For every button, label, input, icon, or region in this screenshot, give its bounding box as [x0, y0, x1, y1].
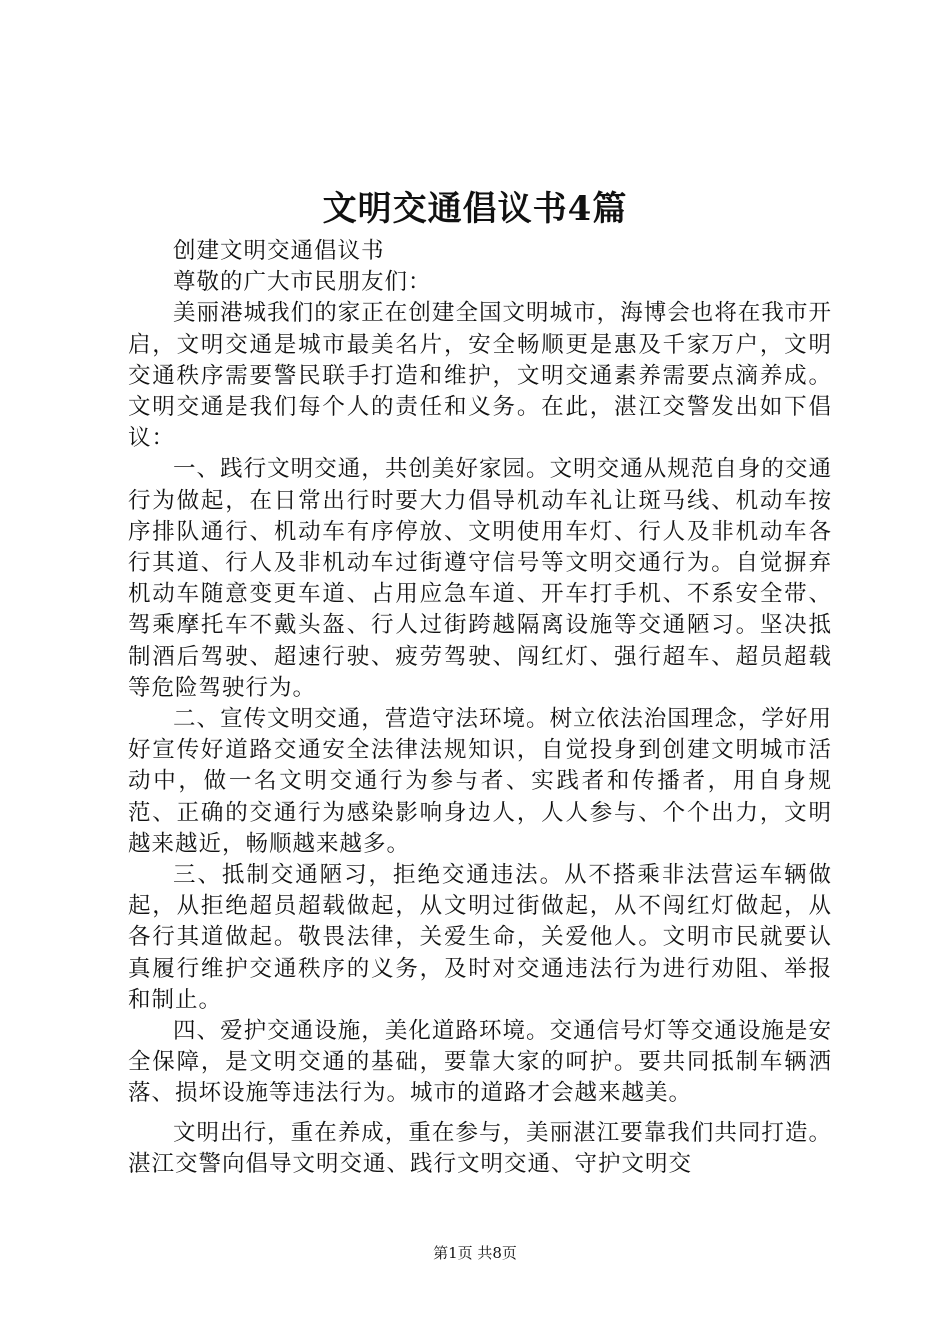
page-footer: 第1页 共8页 — [433, 1244, 517, 1262]
paragraph-subtitle: 创建文明交通倡议书 — [173, 238, 385, 264]
paragraph-point-3: 三、抵制交通陋习，拒绝交通违法。从不搭乘非法营运车辆做起，从拒绝超员超载做起，从文明过街做起，从不闯红灯做起，从各行其道做起。敬畏法律，关爱生命，关爱他人。文明市民就要认真履行维护交通秩序的义务，及时对交通违法行为进行劝阻、举报和制止。 — [128, 862, 832, 1013]
document-title: 文明交通倡议书4篇 — [322, 189, 628, 229]
paragraph-closing: 文明出行，重在养成，重在参与，美丽湛江要靠我们共同打造。湛江交警向倡导文明交通、践行文明交通、守护文明交 — [128, 1119, 832, 1177]
document-body — [128, 236, 832, 1180]
paragraph-point-1: 一、践行文明交通，共创美好家园。文明交通从规范自身的交通行为做起，在日常出行时要大力倡导机动车礼让斑马线、机动车按序排队通行、机动车有序停放、文明使用车灯、行人及非机动车各行其道、行人及非机动车过街遵守信号等文明交通行为。自觉摒弃机动车随意变更车道、占用应急车道、开车打手机、不系安全带、驾乘摩托车不戴头盔、行人过街跨越隔离设施等交通陋习。坚决抵制酒后驾驶、超速行驶、疲劳驾驶、闯红灯、强行超车、超员超载等危险驾驶行为。 — [128, 456, 832, 701]
paragraph-point-2: 二、宣传文明交通，营造守法环境。树立依法治国理念，学好用好宣传好道路交通安全法律法规知识，自觉投身到创建文明城市活动中，做一名文明交通行为参与者、实践者和传播者，用自身规范、正确的交通行为感染影响身边人，人人参与、个个出力，文明越来越近，畅顺越来越多。 — [128, 706, 832, 857]
paragraph-salutation: 尊敬的广大市民朋友们： — [173, 269, 432, 296]
paragraph-intro: 美丽港城我们的家正在创建全国文明城市，海博会也将在我市开启，文明交通是城市最美名片，安全畅顺更是惠及千家万户，文明交通秩序需要警民联手打造和维护，文明交通素养需要点滴养成。文明交通是我们每个人的责任和义务。在此，湛江交警发出如下倡议： — [128, 300, 832, 452]
paragraph-point-4: 四、爱护交通设施，美化道路环境。交通信号灯等交通设施是安全保障，是文明交通的基础，要靠大家的呵护。要共同抵制车辆洒落、损坏设施等违法行为。城市的道路才会越来越美。 — [128, 1018, 832, 1107]
